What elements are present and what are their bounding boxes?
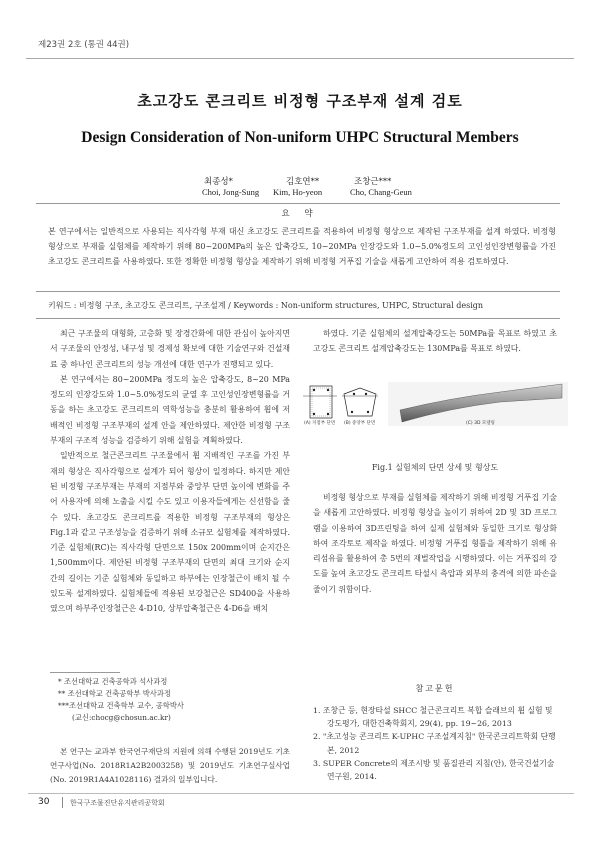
figure-1-caption: Fig.1 실험체의 단면 상세 및 형상도 (371, 463, 499, 472)
footer-rule (28, 793, 574, 794)
body-right-top (313, 326, 557, 357)
figure-label-a: (A) 지점부 단면 (304, 421, 336, 426)
figure-1-drawing (300, 380, 570, 430)
title-korean: 초고강도 콘크리트 비정형 구조부재 설계 검토 (137, 92, 463, 110)
abstract-top-rule (36, 203, 560, 204)
funding-note: 본 연구는 교과부 한국연구재단의 지원에 의해 수행된 2019년도 기초연구사업(No. 2018R1A2B2003258) 및 2019년도 기초연구실사업 (No. 2019R1A4A1028116) 결과의 일부입니다. (50, 747, 290, 784)
abstract-body: 본 연구에서는 일반적으로 사용되는 직사각형 부재 대신 초고강도 콘크리트를 적용하여 비정형 형상으로 제작된 구조부재를 설계 하였다. 비정형 형상으로 부재를 실험체를 제작하기 위해 80~200MPa의 높은 압축강도, 10~20MPa 인장강도와 1.0~5.0%정도의 고인성인장변형률을 가진 초고강도 콘크리트를 사용하였다. 또한 정확한 비정형 형상을 제작하기 위해 비정형 거푸집 기술을 새롭게 고안하여 적용 검토하였다. (48, 227, 556, 266)
study-paragraph: 본 연구에서는 80~200MPa 정도의 높은 압축강도, 8~20 MPa 정도의 인장강도와 1.0~5.0%정도의 균열 후 고인성인장변형률을 거동을 하는 초고강도 콘크리트의 역학성능을 충분히 활용하여 휨에 저배적인 비정형 구조부재의 설계 안을 제안하였다. 제안한 비정형 구조부재의 구조적 성능을 검증하기 위해 실험을 계획하였다. (50, 374, 290, 446)
figure-1 (300, 380, 570, 430)
affiliation-1: * 조선대학교 건축공학과 석사과정 (58, 677, 168, 686)
body-right-column (313, 490, 557, 597)
intro-paragraph: 최근 구조물의 대형화, 고층화 및 장경간화에 대한 관심이 높아지면서 구조물의 안정성, 내구성 및 경제성 확보에 대한 기술연구와 건설재료 중 하나인 콘크리트의 성능 개선에 대한 연구가 진행되고 있다. (50, 329, 290, 369)
affiliation-2: ** 조선대학교 건축공학부 박사과정 (58, 689, 171, 698)
title-english: Design Consideration of Non-uniform UHPC Structural Members (81, 129, 519, 146)
references-heading: 참고문헌 (415, 684, 455, 693)
journal-name: 한국구조물진단유지관리공학회 (70, 799, 165, 807)
affiliation-3: ***조선대학교 건축학부 교수, 공학박사 (58, 701, 184, 710)
support-section-drawing (303, 386, 337, 418)
author-2-en: Kim, Ho-yeon (273, 187, 323, 197)
issue-header: 제23권 2호 (통권 44권) (38, 40, 130, 50)
abstract-heading: 요 약 (281, 209, 319, 219)
midspan-section-drawing (342, 388, 378, 416)
author-3-kr: 조창근*** (354, 177, 392, 187)
right-top-paragraph: 하였다. 기준 실험체의 설계압축강도는 50MPa를 목표로 하였고 초고강도 콘크리트 설계압축강도는 130MPa를 목표로 하였다. (313, 329, 557, 354)
references-list (313, 704, 559, 783)
footer-separator (62, 797, 63, 808)
footnote-rule (50, 672, 120, 673)
author-2-kr: 김호연** (286, 177, 320, 187)
affiliation-email: (교신:chocg@chosun.ac.kr) (72, 713, 171, 722)
header-divider (26, 58, 574, 59)
affiliations (58, 676, 290, 724)
author-1-kr: 최종성* (204, 177, 233, 187)
reference-item: 1. 조창근 등, 현장타설 SHCC 철근콘크리트 복합 슬래브의 휨 실험 및 강도평가, 대한건축학회지, 29(4), pp. 19~26, 2013 (313, 706, 553, 729)
author-1-en: Choi, Jong-Sung (202, 187, 260, 197)
specimen-paragraph: 일반적으로 철근콘크리트 구조물에서 휨 지배적인 구조를 가진 부재의 형상은 직사각형으로 설계가 되어 형상이 일정하다. 하지만 제안된 비정형 구조부재는 부재의 지점부와 중앙부 단면 높이에 변화를 주어 사용자에 의해 노출을 시킬 수도 있고 이용자들에게는 신선함을 줄 수 있다. 초고강도 콘크리트를 적용한 비정형 구조부재의 형상은 Fig.1과 같고 구조성능을 검증하기 위해 소규모 실험체를 제작하였다. 기준 실험체(RC)는 직사각형 단면으로 150x 200mm이며 순지간은 1,500mm이다. 제안된 비정형 구조부재의 단면의 최대 크기와 순지간의 길이는 기준 실험체와 동일하고 하부에는 인장철근이 배치 될 수 있도록 설계하였다. 실험체들에 적용된 보강철근은 SD400을 사용하였으며 하부주인장철근은 4-D10, 상부압축철근은 4-D6을 배치 (50, 451, 290, 614)
figure-label-b: (B) 중앙부 단면 (344, 421, 376, 426)
body-left-column (50, 326, 290, 617)
keywords-rule (36, 318, 560, 319)
figure-label-c: (C) 3D 모델링 (466, 421, 495, 426)
keywords: 키워드 : 비정형 구조, 초고강도 콘크리트, 구조설계 / Keywords : Non-uniform structures, UHPC, Structural design (48, 301, 484, 310)
formwork-paragraph: 비정형 형상으로 부재를 실험체를 제작하기 위해 비정형 거푸집 기술을 새롭게 고안하였다. 비정형 형상을 높이기 위하여 2D 및 3D 프로그램을 이용하여 3D프린팅을 하여 실제 실험체와 동일한 크기로 형상화 하여 조각토로 제작을 하였다. 비정형 거푸집 형틀을 제작하기 위해 유리섬유를 활용하여 총 5번의 재벌작업을 시행하였다. 이는 거푸집의 강도를 높여 초고강도 콘크리트 타설시 측압과 외부의 충격에 의한 파손을 줄이기 위함이다. (313, 493, 557, 594)
page-number: 30 (38, 797, 50, 807)
abstract-bottom-rule (36, 291, 560, 292)
reference-item: 3. SUPER Concrete의 제조시방 및 품질관리 지침(안), 한국건설기술연구원, 2014. (313, 758, 555, 782)
author-3-en: Cho, Chang-Geun (350, 187, 412, 197)
reference-item: 2. "초고성능 콘크리트 K-UPHC 구조설계지침" 한국콘크리트학회 단행본, 2012 (313, 732, 556, 755)
